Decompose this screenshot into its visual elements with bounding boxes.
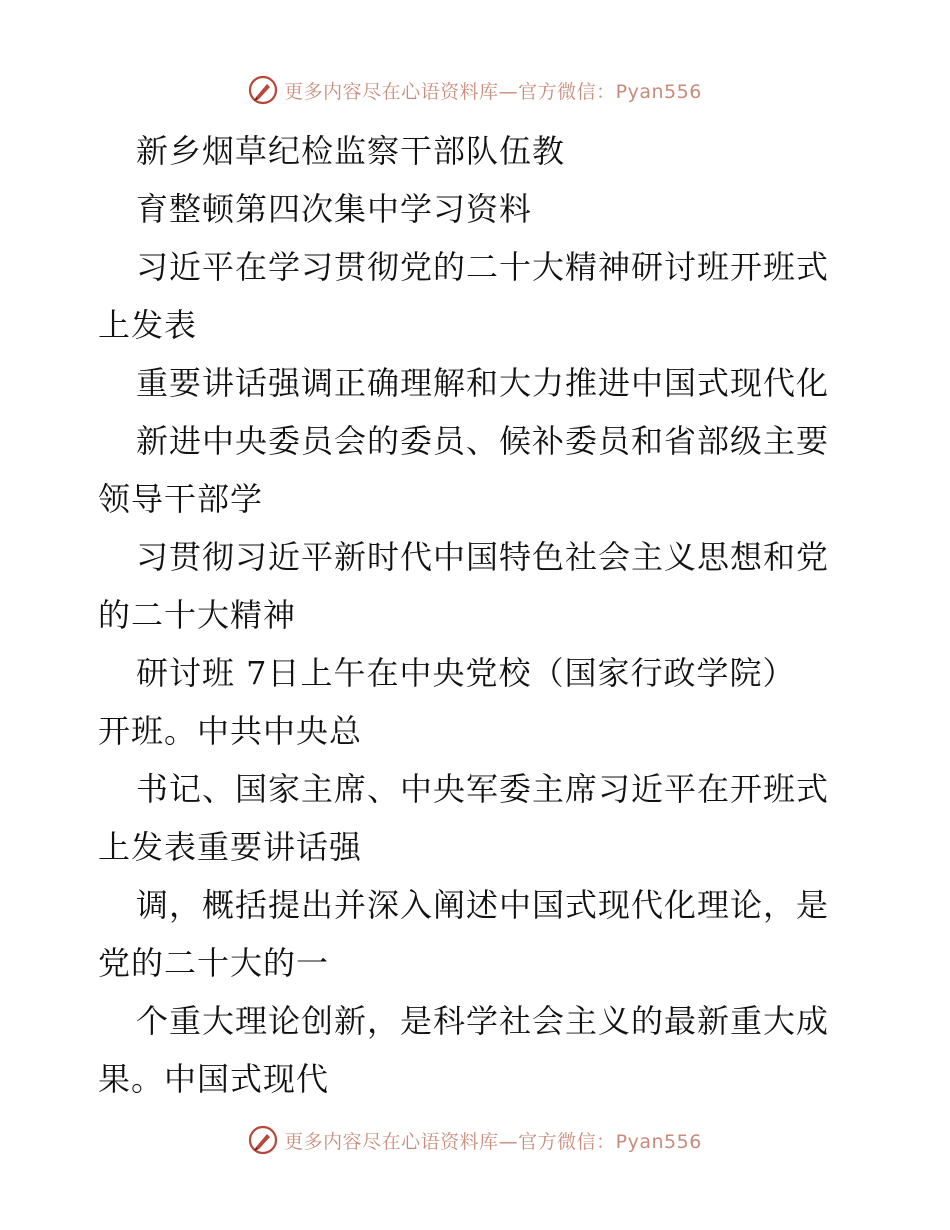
text-line: 的二十大精神 xyxy=(98,596,297,634)
document-body xyxy=(98,122,858,1108)
text-line: 上发表 xyxy=(98,306,198,344)
pen-circle-logo-icon xyxy=(248,75,278,105)
text-line: 领导干部学 xyxy=(98,480,264,518)
footer-text: 更多内容尽在心语资料库—官方微信：Pyan556 xyxy=(284,1130,702,1153)
text-line: 调，概括提出并深入阐述中国式现代化理论，是 xyxy=(136,886,830,924)
text-line: 上发表重要讲话强 xyxy=(98,828,363,866)
text-line: 育整顿第四次集中学习资料 xyxy=(136,190,533,228)
text-line: 书记、国家主席、中央军委主席习近平在开班式 xyxy=(136,770,830,808)
text-line: 习贯彻习近平新时代中国特色社会主义思想和党 xyxy=(136,538,830,576)
pen-circle-logo-icon xyxy=(248,1125,278,1155)
text-line: 习近平在学习贯彻党的二十大精神研讨班开班式 xyxy=(136,248,830,286)
text-line: 果。中国式现代 xyxy=(98,1060,330,1098)
text-line: 重要讲话强调正确理解和大力推进中国式现代化 xyxy=(136,364,830,402)
header-text: 更多内容尽在心语资料库—官方微信：Pyan556 xyxy=(284,80,702,103)
footer-watermark xyxy=(0,1120,950,1160)
header-watermark xyxy=(0,70,950,110)
text-line: 新进中央委员会的委员、候补委员和省部级主要 xyxy=(136,422,830,460)
text-line: 开班。中共中央总 xyxy=(98,712,363,750)
text-line: 新乡烟草纪检监察干部队伍教 xyxy=(136,132,566,170)
text-line: 个重大理论创新，是科学社会主义的最新重大成 xyxy=(136,1002,830,1040)
text-line: 党的二十大的一 xyxy=(98,944,330,982)
text-line: 研讨班 7日上午在中央党校（国家行政学院） xyxy=(136,654,796,692)
